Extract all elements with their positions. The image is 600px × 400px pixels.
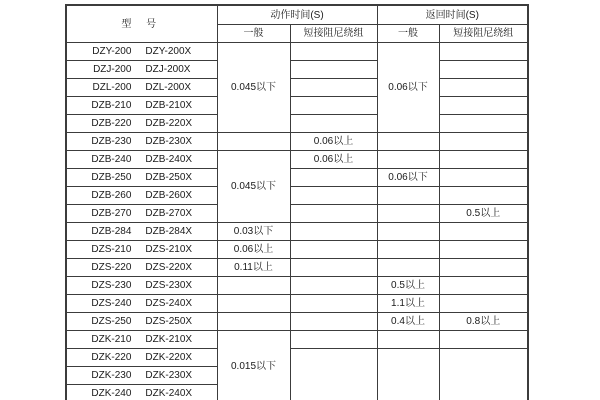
return-damping-cell <box>439 295 528 313</box>
relay-spec-table <box>65 4 529 400</box>
action-damping-cell <box>290 277 377 295</box>
model-number: DZS-250 <box>91 316 132 327</box>
model-number: DZB-210 <box>91 100 132 111</box>
action-damping-cell <box>290 349 377 400</box>
model-number: DZS-210 <box>91 244 132 255</box>
model-number-x: DZK-230X <box>145 370 193 381</box>
action-damping-cell <box>290 241 377 259</box>
return-damping-header: 短接阻尼绕组 <box>439 25 528 43</box>
return-damping-cell <box>439 259 528 277</box>
model-number-x: DZB-240X <box>145 154 193 165</box>
action-general-cell <box>217 133 290 151</box>
model-number-x: DZL-200X <box>145 82 191 93</box>
return-general-cell: 0.06以下 <box>377 169 439 187</box>
table-row <box>66 97 528 115</box>
action-damping-cell <box>290 313 377 331</box>
model-cell <box>66 385 217 400</box>
return-damping-cell <box>439 187 528 205</box>
action-general-cell <box>217 277 290 295</box>
model-column-header: 型 号 <box>66 5 217 43</box>
model-number: DZB-260 <box>91 190 132 201</box>
model-number: DZJ-200 <box>93 64 132 75</box>
action-general-header: 一般 <box>217 25 290 43</box>
model-number-x: DZS-250X <box>145 316 193 327</box>
table-row <box>66 205 528 223</box>
model-number-x: DZK-210X <box>145 334 193 345</box>
model-cell <box>66 331 217 349</box>
return-general-cell <box>377 133 439 151</box>
action-damping-header: 短接阻尼绕组 <box>290 25 377 43</box>
return-general-cell <box>377 259 439 277</box>
table-row <box>66 61 528 79</box>
model-number-x: DZK-220X <box>145 352 193 363</box>
model-cell <box>66 79 217 97</box>
table-row <box>66 349 528 367</box>
model-number: DZK-230 <box>91 370 132 381</box>
model-number: DZB-250 <box>91 172 132 183</box>
action-damping-cell <box>290 169 377 187</box>
model-number: DZL-200 <box>92 82 132 93</box>
return-general-cell: 0.4以上 <box>377 313 439 331</box>
return-time-group-header: 返回时间(S) <box>377 5 528 25</box>
model-cell <box>66 187 217 205</box>
action-damping-cell <box>290 97 377 115</box>
return-general-cell: 0.5以上 <box>377 277 439 295</box>
return-general-cell: 0.06以下 <box>377 43 439 133</box>
table-row <box>66 313 528 331</box>
return-general-cell <box>377 331 439 349</box>
model-number-x: DZK-240X <box>145 388 193 399</box>
model-number-x: DZS-220X <box>145 262 193 273</box>
action-damping-cell <box>290 79 377 97</box>
return-damping-cell <box>439 169 528 187</box>
model-number: DZB-230 <box>91 136 132 147</box>
model-number-x: DZS-230X <box>145 280 193 291</box>
table-header <box>66 5 528 43</box>
table-row <box>66 79 528 97</box>
model-number: DZK-240 <box>91 388 132 399</box>
return-damping-cell <box>439 277 528 295</box>
table-row <box>66 43 528 61</box>
model-cell <box>66 61 217 79</box>
return-general-header: 一般 <box>377 25 439 43</box>
table-row <box>66 115 528 133</box>
model-number-x: DZY-200X <box>145 46 192 57</box>
action-general-cell: 0.03以下 <box>217 223 290 241</box>
action-general-cell: 0.045以下 <box>217 151 290 223</box>
model-number: DZS-230 <box>91 280 132 291</box>
model-number: DZB-220 <box>91 118 132 129</box>
table-row <box>66 259 528 277</box>
return-damping-cell <box>439 115 528 133</box>
return-general-cell <box>377 349 439 400</box>
model-cell <box>66 349 217 367</box>
return-general-cell <box>377 151 439 169</box>
table-row <box>66 295 528 313</box>
return-damping-cell <box>439 223 528 241</box>
model-number: DZY-200 <box>92 46 132 57</box>
return-general-cell <box>377 241 439 259</box>
table-row <box>66 187 528 205</box>
model-cell <box>66 259 217 277</box>
action-general-cell: 0.045以下 <box>217 43 290 133</box>
action-damping-cell <box>290 205 377 223</box>
model-cell <box>66 295 217 313</box>
model-number: DZK-220 <box>91 352 132 363</box>
model-number: DZK-210 <box>91 334 132 345</box>
table-row <box>66 169 528 187</box>
model-cell <box>66 313 217 331</box>
model-number-x: DZJ-200X <box>145 64 191 75</box>
return-damping-cell <box>439 241 528 259</box>
model-number-x: DZB-220X <box>145 118 193 129</box>
action-damping-cell <box>290 61 377 79</box>
model-cell <box>66 151 217 169</box>
model-cell <box>66 223 217 241</box>
action-general-cell: 0.015以下 <box>217 331 290 400</box>
model-number: DZB-240 <box>91 154 132 165</box>
model-cell <box>66 43 217 61</box>
return-damping-cell: 0.8以上 <box>439 313 528 331</box>
return-general-cell: 1.1以上 <box>377 295 439 313</box>
action-damping-cell: 0.06以上 <box>290 133 377 151</box>
model-number-x: DZB-250X <box>145 172 193 183</box>
model-number-x: DZB-284X <box>145 226 193 237</box>
table-row <box>66 277 528 295</box>
model-number-x: DZS-240X <box>145 298 193 309</box>
return-damping-cell <box>439 331 528 349</box>
action-damping-cell <box>290 43 377 61</box>
action-damping-cell <box>290 187 377 205</box>
return-damping-cell <box>439 43 528 61</box>
action-damping-cell <box>290 223 377 241</box>
model-cell <box>66 97 217 115</box>
model-number: DZB-270 <box>91 208 132 219</box>
table-row <box>66 133 528 151</box>
action-damping-cell <box>290 331 377 349</box>
model-number-x: DZB-210X <box>145 100 193 111</box>
model-number-x: DZB-270X <box>145 208 193 219</box>
model-cell <box>66 205 217 223</box>
model-cell <box>66 115 217 133</box>
action-general-cell <box>217 295 290 313</box>
table-row <box>66 151 528 169</box>
action-general-cell <box>217 313 290 331</box>
header-row-groups <box>66 5 528 25</box>
return-damping-cell <box>439 79 528 97</box>
model-cell <box>66 133 217 151</box>
model-number-x: DZB-260X <box>145 190 193 201</box>
model-number: DZB-284 <box>91 226 132 237</box>
return-general-cell <box>377 205 439 223</box>
return-damping-cell <box>439 133 528 151</box>
model-number-x: DZB-230X <box>145 136 193 147</box>
action-damping-cell <box>290 115 377 133</box>
model-number-x: DZS-210X <box>145 244 193 255</box>
table-row <box>66 331 528 349</box>
model-cell <box>66 367 217 385</box>
model-cell <box>66 277 217 295</box>
action-damping-cell <box>290 259 377 277</box>
action-general-cell: 0.11以上 <box>217 259 290 277</box>
return-damping-cell <box>439 61 528 79</box>
return-general-cell <box>377 223 439 241</box>
model-number: DZS-220 <box>91 262 132 273</box>
action-damping-cell <box>290 295 377 313</box>
return-damping-cell <box>439 97 528 115</box>
model-cell <box>66 241 217 259</box>
action-damping-cell: 0.06以上 <box>290 151 377 169</box>
return-damping-cell: 0.5以上 <box>439 205 528 223</box>
table-body <box>66 43 528 400</box>
return-damping-cell <box>439 349 528 400</box>
table-row <box>66 223 528 241</box>
table-row <box>66 241 528 259</box>
return-general-cell <box>377 187 439 205</box>
return-damping-cell <box>439 151 528 169</box>
model-number: DZS-240 <box>91 298 132 309</box>
action-time-group-header: 动作时间(S) <box>217 5 377 25</box>
action-general-cell: 0.06以上 <box>217 241 290 259</box>
model-cell <box>66 169 217 187</box>
